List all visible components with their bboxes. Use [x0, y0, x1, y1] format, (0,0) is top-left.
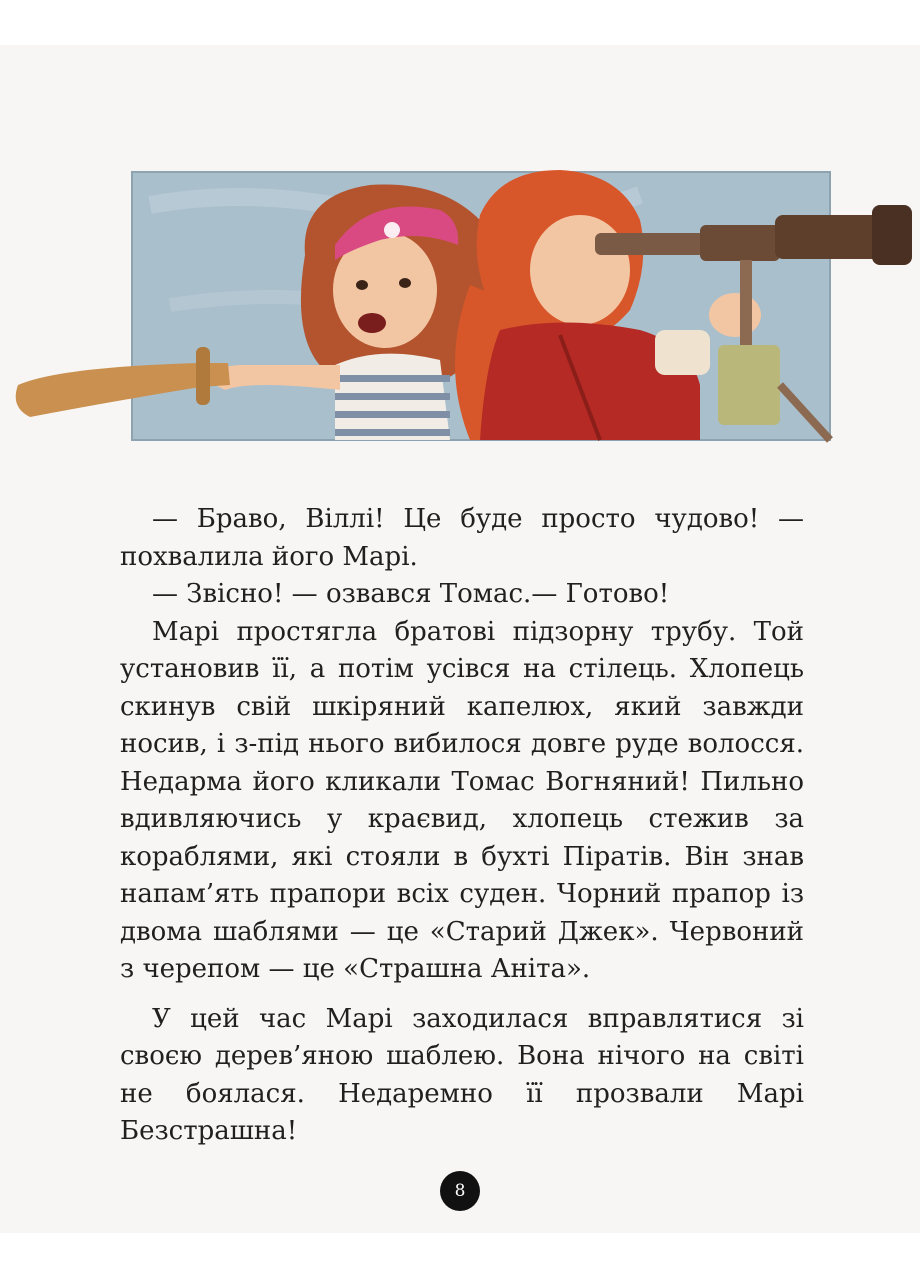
paragraph: — Браво, Віллі! Це буде просто чудово! — похвалила його Марі. [120, 504, 804, 572]
page-number-badge: 8 [440, 1171, 480, 1211]
pirate-children-illustration [0, 45, 920, 465]
book-page [0, 45, 920, 1233]
paragraph: У цей час Марі заходилася вправлятися зі своєю дерев’яною шаблею. Вона нічого на світі не боялася. Недаремно її прозвали Марі Безстрашна! [120, 1003, 804, 1146]
paragraph: Марі простягла братові підзорну трубу. Той установив її, а потім усівся на стілець. Хлопець скинув свій шкіряний капелюх, який завжди носив, і з-під нього вибилося довге руде волосся. Недарма його кликали Томас Вогняний! Пильно вдивляючись у краєвид, хлопець стежив за кораблями, які стояли в бухті Піратів. Він знав напам’ять прапори всіх суден. Чорний прапор із двома шаблями — це «Старий Джек». Червоний з черепом — це «Страшна Аніта». [120, 616, 804, 984]
boy-face [530, 215, 630, 325]
story-text [120, 501, 804, 1151]
paragraph: — Звісно! — озвався Томас.— Готово! [152, 579, 670, 609]
telescope-stand [718, 345, 780, 425]
